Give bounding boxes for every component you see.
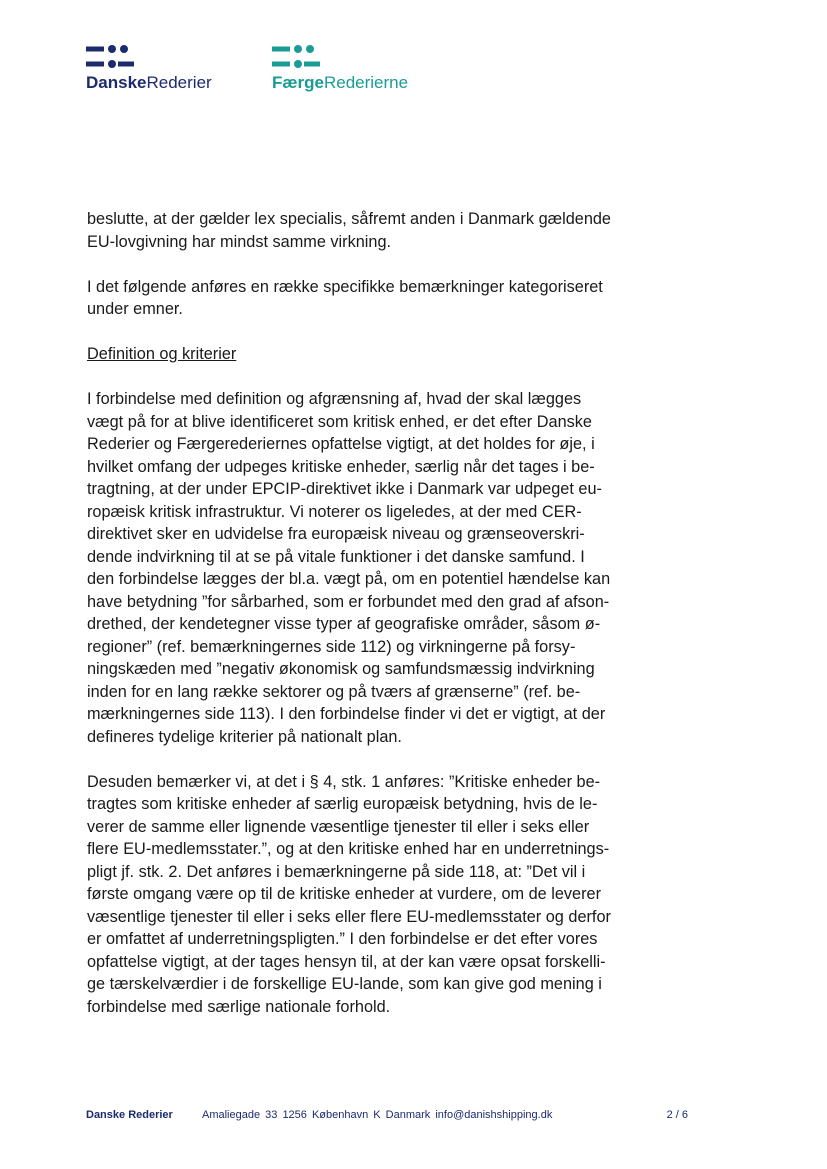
text-line: forbindelse med særlige nationale forhold.: [87, 997, 391, 1016]
text-line: tragtes som kritiske enheder af særlig europæisk betydning, hvis de le-: [87, 795, 598, 813]
text-line: ge tærskelværdier i de forskellige EU-lande, som kan give god mening i: [87, 975, 602, 993]
section-heading-wrapper: [87, 343, 647, 366]
text-line: have betydning ”for sårbarhed, som er forbundet med den grad af afson-: [87, 592, 610, 611]
text-line: I det følgende anføres en række specifikke bemærkninger kategoriseret: [87, 277, 603, 296]
text-line: den forbindelse lægges der bl.a. vægt på, om en potentiel hændelse kan: [87, 570, 611, 588]
text-line: ningskæden med ”negativ økonomisk og samfundsmæssig indvirkning: [87, 660, 595, 678]
text-line: direktivet sker en udvidelse fra europæisk niveau og grænseoverskri-: [87, 525, 585, 543]
text-line: første omgang være op til de kritiske enheder at vurdere, om de leverer: [87, 885, 602, 903]
letter-body: [87, 208, 647, 1041]
paragraph-intro: [87, 208, 647, 253]
text-line: ropæisk kritisk infrastruktur. Vi noterer os ligeledes, at der med CER-: [87, 502, 582, 521]
paragraph-definition: [87, 388, 647, 748]
logo-danske-rederier: [86, 44, 212, 93]
text-line: er omfattet af underretningspligten.” I den forbindelse er det efter vores: [87, 930, 598, 948]
text-line: Desuden bemærker vi, at det i § 4, stk. 1 anføres: ”Kritiske enheder be-: [87, 772, 601, 791]
text-line: I forbindelse med definition og afgrænsning af, hvad der skal lægges: [87, 390, 582, 408]
paragraph-threshold: [87, 771, 647, 1019]
text-line: EU-lovgivning har mindst samme virkning.: [87, 232, 392, 251]
footer-address: Amaliegade 33 1256 København K Danmark info@danishshipping.dk: [202, 1109, 553, 1121]
page-number: 2 / 6: [666, 1109, 688, 1121]
text-line: regioner” (ref. bemærkningernes side 112) og virkningerne på forsy-: [87, 637, 576, 656]
footer-organization: Danske Rederier: [86, 1109, 173, 1121]
text-line: mærkningernes side 113). I den forbindelse finder vi det er vigtigt, at der: [87, 705, 606, 723]
text-line: opfattelse vigtigt, at der tages hensyn til, at der kan være opsat forskelli-: [87, 952, 606, 971]
text-line: pligt jf. stk. 2. Det anføres i bemærkningerne på side 118, at: ”Det vil i: [87, 862, 586, 881]
text-line: Rederier og Færgerederiernes opfattelse vigtigt, at det holdes for øje, i: [87, 435, 595, 453]
text-line: verer de samme eller lignende væsentlige tjenester til eller i seks eller: [87, 817, 590, 836]
text-line: beslutte, at der gælder lex specialis, såfremt anden i Danmark gældende: [87, 210, 611, 228]
text-line: flere EU-medlemsstater.”, og at den kritiske enhed har en underretnings-: [87, 840, 610, 858]
logo-text: [272, 73, 408, 93]
logo-faergerederierne: [272, 44, 408, 93]
text-line: tragtning, at der under EPCIP-direktivet ikke i Danmark var udpeget eu-: [87, 480, 602, 498]
text-line: hvilket omfang der udpeges kritiske enheder, særlig når det tages i be-: [87, 457, 595, 476]
text-line: drethed, der kendetegner visse typer af geografiske områder, såsom ø-: [87, 615, 601, 633]
logo-text: [86, 73, 212, 93]
logo-name-bold: Danske: [86, 73, 147, 92]
section-heading: Definition og kriterier: [87, 345, 237, 363]
page-footer: [86, 1108, 688, 1122]
text-line: under emner.: [87, 300, 183, 318]
text-line: vægt på for at blive identificeret som kritisk enhed, er det efter Danske: [87, 412, 592, 431]
logo-name-rest: Rederierne: [323, 73, 409, 92]
faergerederierne-logo-mark-icon: [272, 44, 320, 70]
logo-name-bold: Færge: [272, 73, 324, 92]
text-line: dende indvirkning til at se på vitale funktioner i det danske samfund. I: [87, 547, 585, 566]
text-line: inden for en lang række sektorer og på tværs af grænserne” (ref. be-: [87, 682, 581, 701]
danske-rederier-logo-mark-icon: [86, 44, 134, 70]
paragraph-topics: [87, 276, 647, 321]
text-line: væsentlige tjenester til eller i seks eller flere EU-medlemsstater og derfor: [87, 907, 611, 926]
text-line: defineres tydelige kriterier på nationalt plan.: [87, 727, 402, 746]
logo-name-rest: Rederier: [146, 73, 212, 92]
